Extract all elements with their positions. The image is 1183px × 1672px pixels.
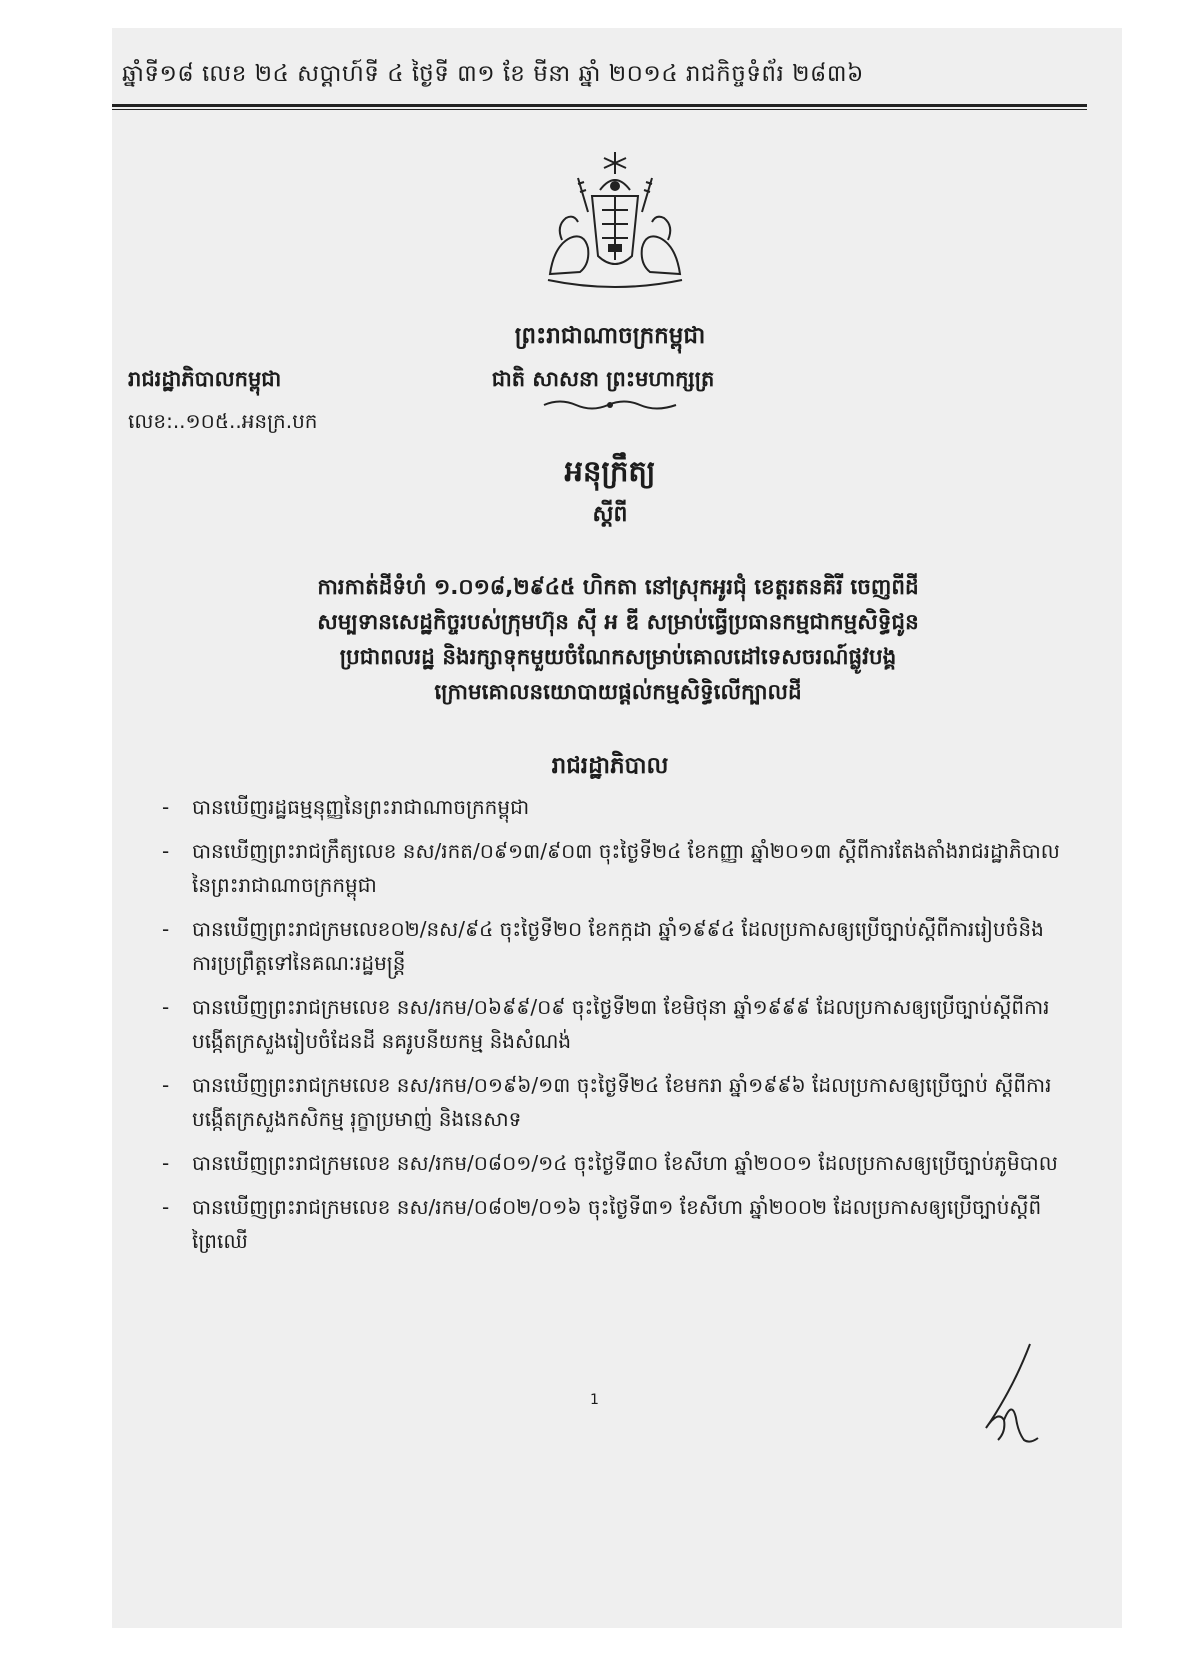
list-marker: - [162, 1195, 170, 1219]
subject-line: ការកាត់ដីទំហំ ១.០១៨,២៩៤៥ ហិកតា នៅស្រុកអូរជុំ ខេត្តរតនគិរី ចេញពីដី [317, 575, 919, 600]
list-item [160, 790, 1060, 824]
list-item-text: បានឃើញព្រះរាជក្រមលេខ នស/រកម/០១៩៦/១៣ ចុះថ្ងៃទី២៤ ខែមករា ឆ្នាំ១៩៩៦ ដែលប្រកាសឲ្យប្រើច្បាប់ ស្តីពីការបង្កើតក្រសួងកសិកម្ម រុក្ខាប្រមាញ់ និងនេសាទ [192, 1073, 1052, 1131]
subject-block [178, 570, 1058, 710]
issuing-authority: រាជរដ្ឋាភិបាលកម្ពុជា [128, 367, 282, 391]
list-item [160, 990, 1060, 1058]
list-marker: - [162, 995, 170, 1019]
ornament-divider-icon [540, 398, 680, 412]
page-number: 1 [590, 1392, 599, 1408]
handwritten-signature [968, 1340, 1048, 1452]
list-item-text: បានឃើញព្រះរាជក្រឹត្យលេខ នស/រកត/០៩១៣/៩០៣ ចុះថ្ងៃទី២៤ ខែកញ្ញា ឆ្នាំ២០១៣ ស្តីពីការតែងតាំងរាជរដ្ឋាភិបាលនៃព្រះរាជាណាចក្រកម្ពុជា [192, 839, 1060, 897]
list-item-text: បានឃើញព្រះរាជក្រមលេខ នស/រកម/០៨០១/១៤ ចុះថ្ងៃទី៣០ ខែសីហា ឆ្នាំ២០០១ ដែលប្រកាសឲ្យប្រើច្បាប់ភូមិបាល [192, 1151, 1058, 1175]
list-item-text: បានឃើញព្រះរាជក្រមលេខ០២/នស/៩៤ ចុះថ្ងៃទី២០ ខែកក្កដា ឆ្នាំ១៩៩៤ ដែលប្រកាសឲ្យប្រើច្បាប់ស្តីពីការរៀបចំនិងការប្រព្រឹត្តទៅនៃគណៈរដ្ឋមន្ត្រី [192, 917, 1044, 975]
list-item-text: បានឃើញរដ្ឋធម្មនុញ្ញនៃព្រះរាជាណាចក្រកម្ពុជា [192, 795, 530, 819]
list-marker: - [162, 839, 170, 863]
national-motto: ជាតិ សាសនា ព្រះមហាក្សត្រ [491, 367, 715, 391]
list-item-text: បានឃើញព្រះរាជក្រមលេខ នស/រកម/០៦៩៩/០៩ ចុះថ្ងៃទី២៣ ខែមិថុនា ឆ្នាំ១៩៩៩ ដែលប្រកាសឲ្យប្រើច្បាប់ស្តីពីការបង្កើតក្រសួងរៀបចំដែនដី នគរូបនីយកម្ម និងសំណង់ [192, 995, 1050, 1053]
document-type-title: អនុក្រឹត្យ [564, 454, 656, 488]
subject-line: ប្រជាពលរដ្ឋ និងរក្សាទុកមួយចំណែកសម្រាប់គោលដៅទេសចរណ៍ផ្លូវបង្គ [339, 645, 897, 670]
header-rule [112, 104, 1087, 107]
about-label: ស្តីពី [592, 502, 628, 527]
government-heading: រាជរដ្ឋាភិបាល [551, 753, 669, 779]
reference-number: លេខ:..១០៥..អនក្រ.បក [128, 409, 318, 433]
subject-line: សម្បទានសេដ្ឋកិច្ចរបស់ក្រុមហ៊ុន ស៊ី អ ឌី សម្រាប់ធ្វើប្រធានកម្មជាកម្មសិទ្ធិជូន [317, 610, 919, 635]
list-item [160, 1146, 1060, 1180]
list-marker: - [162, 1151, 170, 1175]
list-marker: - [162, 917, 170, 941]
list-item [160, 912, 1060, 980]
list-item [160, 834, 1060, 902]
kingdom-name: ព្រះរាជាណាចក្រកម្ពុជា [514, 323, 706, 349]
header-rule-thin [112, 109, 1087, 110]
list-item [160, 1068, 1060, 1136]
consideration-list [160, 790, 1060, 1268]
list-marker: - [162, 1073, 170, 1097]
royal-coat-of-arms-icon [540, 148, 690, 290]
list-marker: - [162, 795, 170, 819]
list-item-text: បានឃើញព្រះរាជក្រមលេខ នស/រកម/០៨០២/០១៦ ចុះថ្ងៃទី៣១ ខែសីហា ឆ្នាំ២០០២ ដែលប្រកាសឲ្យប្រើច្បាប់ស្តីពីព្រៃឈើ [192, 1195, 1042, 1253]
gazette-header: ឆ្នាំទី១៨ លេខ ២៤ សប្តាហ៍ទី ៤ ថ្ងៃទី ៣១ ខែ មីនា ឆ្នាំ ២០១៤ រាជកិច្ចទំព័រ ២៨៣៦ [122, 61, 864, 87]
subject-line: ក្រោមគោលនយោបាយផ្តល់កម្មសិទ្ធិលើក្បាលដី [434, 680, 802, 705]
list-item [160, 1190, 1060, 1258]
